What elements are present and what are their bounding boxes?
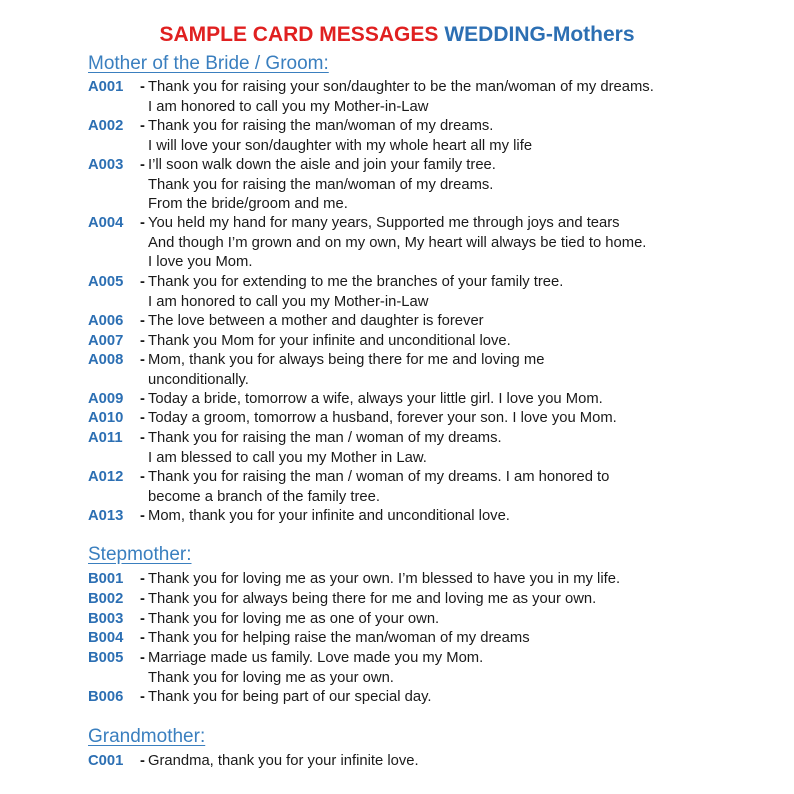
message-item bbox=[88, 429, 502, 468]
message-item bbox=[88, 273, 563, 312]
message-dash: - bbox=[140, 391, 145, 407]
message-line: Thank you for raising the man/woman of my dreams. bbox=[148, 118, 494, 134]
message-item bbox=[88, 117, 532, 156]
message-item bbox=[88, 332, 511, 352]
message-code: A006 bbox=[88, 313, 124, 329]
message-code: A005 bbox=[88, 274, 124, 290]
message-line: Thank you for helping raise the man/woman of my dreams bbox=[148, 630, 530, 646]
message-code: B004 bbox=[88, 630, 124, 646]
message-code: B003 bbox=[88, 611, 124, 627]
message-code: B001 bbox=[88, 571, 124, 587]
message-line: The love between a mother and daughter is forever bbox=[148, 313, 484, 329]
message-line: Thank you for raising the man / woman of my dreams. bbox=[148, 430, 502, 446]
section-heading: Mother of the Bride / Groom: bbox=[88, 53, 329, 74]
message-code: A013 bbox=[88, 508, 124, 524]
message-line: become a branch of the family tree. bbox=[148, 488, 380, 505]
message-item bbox=[88, 688, 432, 708]
message-dash: - bbox=[140, 430, 145, 446]
message-item bbox=[88, 156, 496, 215]
message-code: B006 bbox=[88, 689, 124, 705]
message-dash: - bbox=[140, 79, 145, 95]
message-item bbox=[88, 649, 483, 688]
message-dash: - bbox=[140, 410, 145, 426]
message-item bbox=[88, 312, 484, 332]
message-line: Thank you for raising the man/woman of my dreams. bbox=[148, 176, 494, 193]
message-dash: - bbox=[140, 118, 145, 134]
message-line: I am honored to call you my Mother-in-Law bbox=[148, 293, 429, 310]
message-item bbox=[88, 507, 510, 527]
message-code: B005 bbox=[88, 650, 124, 666]
message-line: Thank you for extending to me the branches of your family tree. bbox=[148, 274, 564, 290]
message-code: A010 bbox=[88, 410, 124, 426]
message-item bbox=[88, 351, 544, 390]
message-code: B002 bbox=[88, 591, 124, 607]
message-item bbox=[88, 570, 620, 590]
message-line: Thank you for raising your son/daughter to be the man/woman of my dreams. bbox=[148, 79, 654, 95]
message-dash: - bbox=[140, 630, 145, 646]
message-line: Thank you for being part of our special day. bbox=[148, 689, 432, 705]
message-line: Grandma, thank you for your infinite love. bbox=[148, 753, 419, 769]
message-item bbox=[88, 468, 609, 507]
message-item bbox=[88, 409, 617, 429]
message-line: From the bride/groom and me. bbox=[148, 196, 348, 212]
message-code: A007 bbox=[88, 333, 124, 349]
message-code: A004 bbox=[88, 215, 124, 231]
message-dash: - bbox=[140, 157, 145, 173]
message-item bbox=[88, 214, 646, 273]
message-code: A009 bbox=[88, 391, 124, 407]
message-line: Today a bride, tomorrow a wife, always your little girl. I love you Mom. bbox=[148, 391, 603, 407]
message-line: I’ll soon walk down the aisle and join your family tree. bbox=[148, 157, 496, 173]
message-line: I am honored to call you my Mother-in-Law bbox=[148, 98, 429, 115]
message-line: Marriage made us family. Love made you my Mom. bbox=[148, 650, 484, 666]
message-dash: - bbox=[140, 753, 145, 769]
message-dash: - bbox=[140, 571, 145, 587]
message-item bbox=[88, 629, 530, 649]
message-line: I love you Mom. bbox=[148, 254, 253, 270]
title-category: WEDDING-Mothers bbox=[444, 23, 635, 46]
message-line: Thank you for raising the man / woman of my dreams. I am honored to bbox=[148, 469, 610, 485]
message-line: unconditionally. bbox=[148, 371, 249, 388]
message-dash: - bbox=[140, 611, 145, 627]
message-item bbox=[88, 390, 603, 410]
message-code: A008 bbox=[88, 352, 124, 368]
message-line: Thank you for loving me as your own. bbox=[148, 669, 394, 686]
section-heading: Stepmother: bbox=[88, 544, 192, 565]
message-item bbox=[88, 590, 596, 610]
message-code: A003 bbox=[88, 157, 124, 173]
message-line: Today a groom, tomorrow a husband, forever your son. I love you Mom. bbox=[148, 410, 617, 426]
message-code: A001 bbox=[88, 79, 124, 95]
message-dash: - bbox=[140, 650, 145, 666]
message-dash: - bbox=[140, 469, 145, 485]
message-line: Thank you for loving me as one of your own. bbox=[148, 611, 440, 627]
message-code: A002 bbox=[88, 118, 124, 134]
message-code: C001 bbox=[88, 753, 124, 769]
message-line: You held my hand for many years, Supported me through joys and tears bbox=[148, 215, 620, 231]
message-item bbox=[88, 752, 419, 772]
message-item bbox=[88, 78, 654, 117]
message-line: I will love your son/daughter with my whole heart all my life bbox=[148, 137, 533, 154]
message-item bbox=[88, 610, 439, 630]
message-dash: - bbox=[140, 352, 145, 368]
message-dash: - bbox=[140, 274, 145, 290]
message-dash: - bbox=[140, 215, 145, 231]
message-line: Mom, thank you for always being there for me and loving me bbox=[148, 352, 545, 368]
title-main: SAMPLE CARD MESSAGES bbox=[159, 23, 439, 46]
message-dash: - bbox=[140, 508, 145, 524]
message-line: Thank you for always being there for me and loving me as your own. bbox=[148, 591, 597, 607]
message-line: Thank you for loving me as your own. I’m blessed to have you in my life. bbox=[148, 571, 621, 587]
message-line: Thank you Mom for your infinite and unconditional love. bbox=[148, 333, 511, 349]
message-line: Mom, thank you for your infinite and unconditional love. bbox=[148, 508, 510, 524]
message-line: I am blessed to call you my Mother in Law. bbox=[148, 449, 427, 466]
message-code: A011 bbox=[88, 430, 123, 446]
page-title bbox=[0, 22, 794, 48]
section-heading: Grandmother: bbox=[88, 726, 206, 747]
message-dash: - bbox=[140, 591, 145, 607]
message-dash: - bbox=[140, 333, 145, 349]
message-dash: - bbox=[140, 689, 145, 705]
message-dash: - bbox=[140, 313, 145, 329]
message-code: A012 bbox=[88, 469, 124, 485]
message-line: And though I’m grown and on my own, My heart will always be tied to home. bbox=[148, 234, 647, 251]
